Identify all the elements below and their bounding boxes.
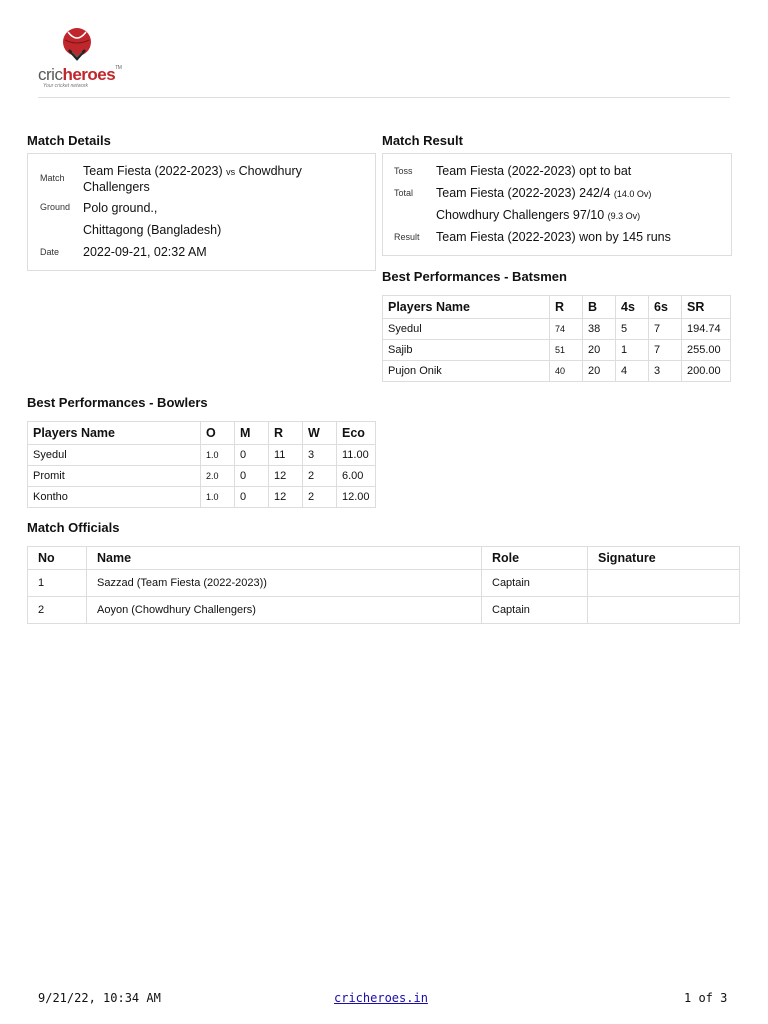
player-name: Pujon Onik [383,361,550,382]
fours: 5 [616,319,649,340]
table-row [383,361,731,382]
brand-name-part1: cric [38,65,63,84]
brand-tagline: Your cricket network [43,83,89,89]
header-balls: B [583,296,616,319]
header-maidens: M [235,422,269,445]
wickets: 2 [303,466,337,487]
bowlers-table [27,421,376,508]
result-row [394,230,671,245]
balls: 20 [583,361,616,382]
city-row [83,223,221,238]
sixes: 3 [649,361,682,382]
header-sixes: 6s [649,296,682,319]
overs: 2.0 [201,466,235,487]
batsmen-title: Best Performances - Batsmen [382,269,567,284]
date-value: 2022-09-21, 02:32 AM [83,245,207,259]
fours: 1 [616,340,649,361]
ground-value: Polo ground., [83,201,158,215]
team1: Team Fiesta (2022-2023) [83,164,223,178]
table-row [383,340,731,361]
runs: 11 [269,445,303,466]
match-result-box [382,153,732,256]
runs: 74 [550,319,583,340]
table-row [28,597,740,624]
header-players-name: Players Name [383,296,550,319]
match-row [40,164,370,195]
table-header-row [28,422,376,445]
total-2-overs: (9.3 Ov) [607,211,641,221]
header-divider [38,97,730,98]
player-name: Promit [28,466,201,487]
runs: 12 [269,487,303,508]
batsmen-table [382,295,731,382]
match-label: Match [40,173,65,183]
ground-label: Ground [40,202,71,212]
overs: 1.0 [201,445,235,466]
overs: 1.0 [201,487,235,508]
footer-link[interactable]: cricheroes.in [334,991,428,1005]
maidens: 0 [235,445,269,466]
total-row-2 [436,208,640,224]
bowlers-title: Best Performances - Bowlers [27,395,208,410]
total-1-value [436,186,651,202]
header-players-name: Players Name [28,422,201,445]
strike-rate: 194.74 [682,319,731,340]
official-role: Captain [482,570,588,597]
date-label: Date [40,247,60,257]
official-name: Aoyon (Chowdhury Challengers) [87,597,482,624]
table-header-row [28,547,740,570]
match-teams [83,164,353,195]
table-row [28,445,376,466]
result-label: Result [394,232,420,242]
header-role: Role [482,547,588,570]
balls: 38 [583,319,616,340]
header-signature: Signature [588,547,740,570]
strike-rate: 200.00 [682,361,731,382]
toss-value: Team Fiesta (2022-2023) opt to bat [436,164,632,178]
vs-text: vs [226,167,236,177]
sixes: 7 [649,319,682,340]
header-no: No [28,547,87,570]
official-no: 2 [28,597,87,624]
economy: 12.00 [337,487,376,508]
header-fours: 4s [616,296,649,319]
footer-link-wrap [334,991,428,1005]
header-strike-rate: SR [682,296,731,319]
officials-table [27,546,740,624]
runs: 12 [269,466,303,487]
cricheroes-logo [38,26,138,90]
header-runs: R [269,422,303,445]
match-details-box [27,153,376,271]
maidens: 0 [235,466,269,487]
footer-timestamp: 9/21/22, 10:34 AM [38,991,161,1005]
official-signature [588,570,740,597]
wickets: 2 [303,487,337,508]
strike-rate: 255.00 [682,340,731,361]
total-1-score: Team Fiesta (2022-2023) 242/4 [436,186,611,200]
officials-title: Match Officials [27,520,120,535]
fours: 4 [616,361,649,382]
table-row [28,487,376,508]
sixes: 7 [649,340,682,361]
cricket-ball-helmet-icon [38,26,138,66]
ground-row [40,201,157,216]
total-label: Total [394,188,414,198]
player-name: Kontho [28,487,201,508]
toss-row [394,164,631,179]
header-economy: Eco [337,422,376,445]
runs: 40 [550,361,583,382]
table-header-row [383,296,731,319]
header-wickets: W [303,422,337,445]
runs: 51 [550,340,583,361]
trademark: TM [115,65,122,71]
official-name: Sazzad (Team Fiesta (2022-2023)) [87,570,482,597]
table-row [28,466,376,487]
economy: 11.00 [337,445,376,466]
player-name: Sajib [383,340,550,361]
official-no: 1 [28,570,87,597]
header-runs: R [550,296,583,319]
balls: 20 [583,340,616,361]
date-row [40,245,207,260]
official-signature [588,597,740,624]
header-name: Name [87,547,482,570]
table-row [28,570,740,597]
toss-label: Toss [394,166,413,176]
team2: Chowdhury Challengers [83,164,302,194]
maidens: 0 [235,487,269,508]
official-role: Captain [482,597,588,624]
total-row-1 [394,186,651,202]
match-details-title: Match Details [27,133,111,148]
footer-page-number: 1 of 3 [684,991,728,1005]
result-value: Team Fiesta (2022-2023) won by 145 runs [436,230,671,244]
table-row [383,319,731,340]
city-value: Chittagong (Bangladesh) [83,223,222,237]
brand-name-part2: heroes [62,65,116,84]
player-name: Syedul [383,319,550,340]
wickets: 3 [303,445,337,466]
total-2-score: Chowdhury Challengers 97/10 [436,208,605,222]
match-result-title: Match Result [382,133,463,148]
total-1-overs: (14.0 Ov) [613,189,652,199]
economy: 6.00 [337,466,376,487]
player-name: Syedul [28,445,201,466]
total-2-value [436,208,640,224]
header-overs: O [201,422,235,445]
brand-wordmark [38,66,121,83]
